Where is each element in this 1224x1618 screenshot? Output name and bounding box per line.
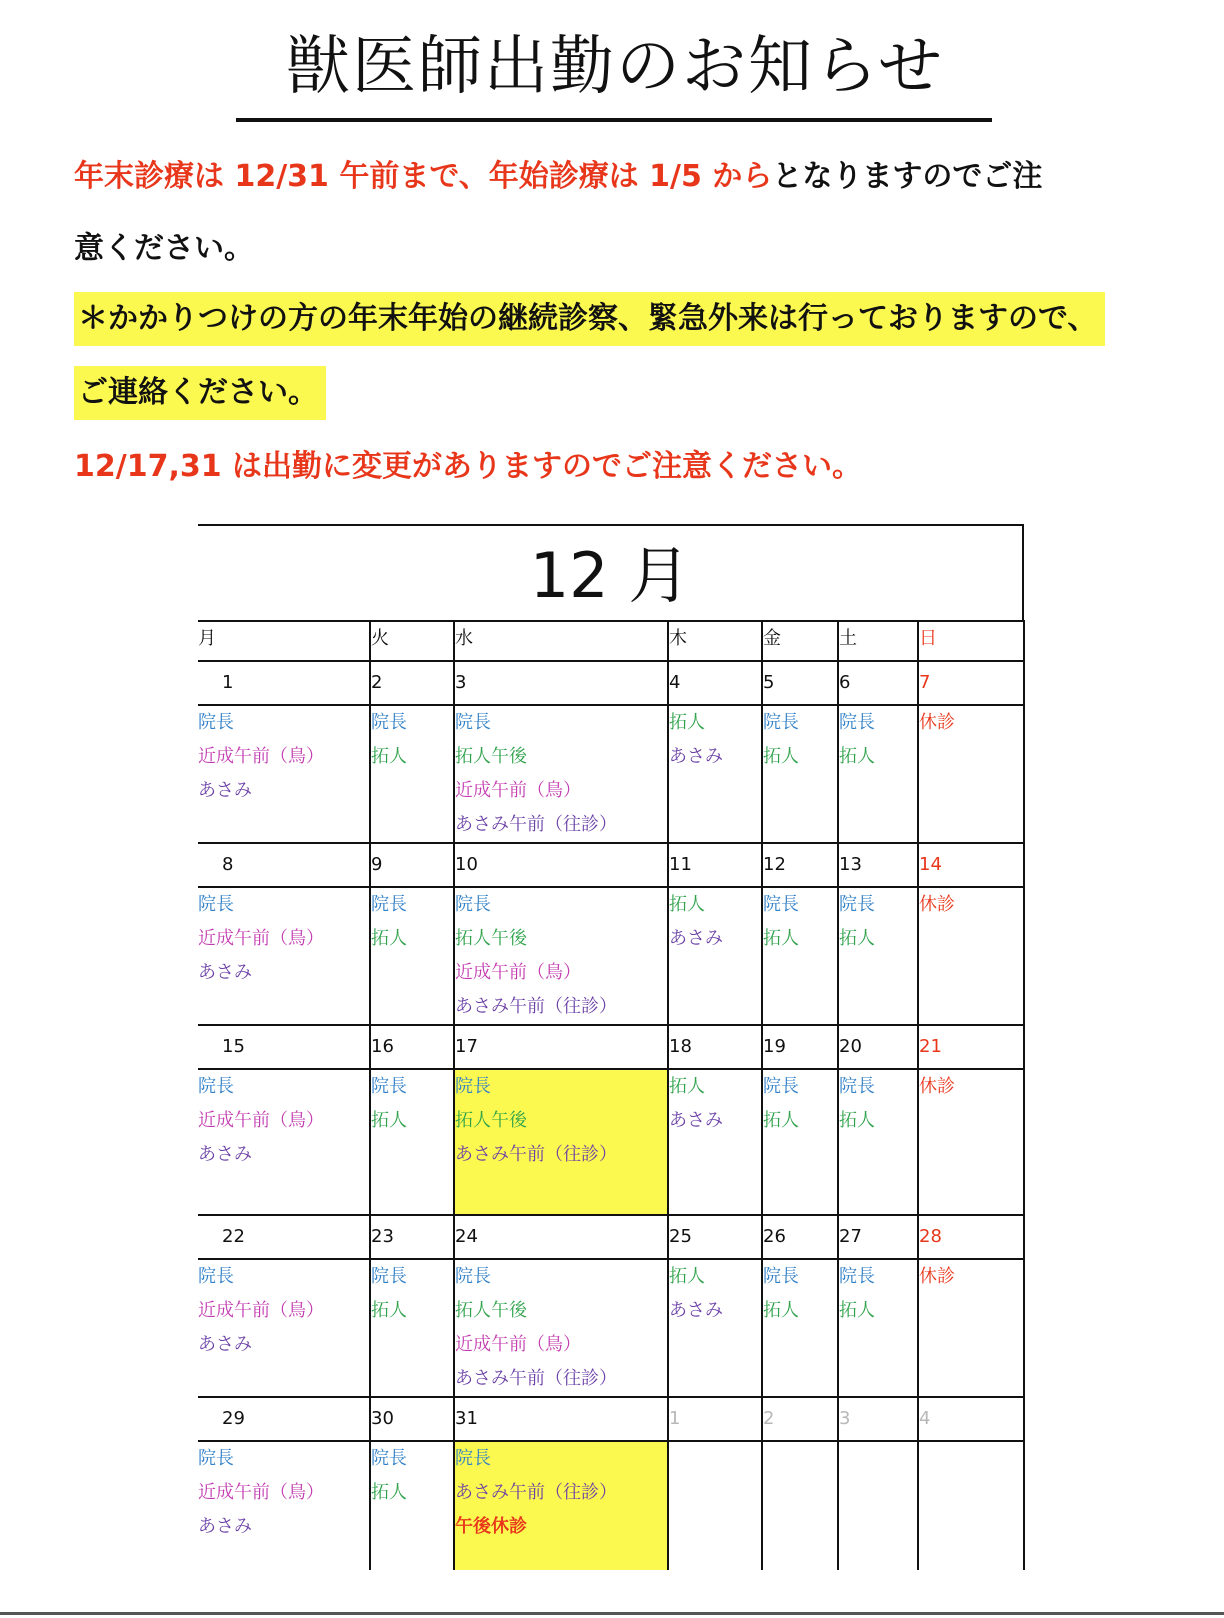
staff-entry: 院長 — [763, 894, 799, 915]
staff-entry: 拓人 — [763, 1110, 799, 1131]
staff-entry: 院長 — [763, 1266, 799, 1287]
day-staff-cell — [668, 1441, 762, 1570]
staff-entry: あさみ — [669, 1110, 723, 1131]
staff-entry: 拓人 — [839, 1110, 875, 1131]
staff-entry: 拓人 — [669, 1076, 705, 1097]
staff-entry: 拓人 — [371, 1300, 407, 1321]
staff-entry: 近成午前（鳥） — [198, 1482, 324, 1503]
staff-entry: 拓人 — [839, 746, 875, 767]
staff-entry: 院長 — [839, 1076, 875, 1097]
staff-entry: あさみ — [198, 1144, 252, 1165]
weekday-sun: 日 — [918, 621, 1024, 661]
staff-entry: 拓人 — [669, 894, 705, 915]
staff-entry: 院長 — [198, 894, 234, 915]
day-staff-cell — [838, 705, 918, 843]
date-number: 10 — [454, 843, 668, 887]
staff-entry: 近成午前（鳥） — [198, 746, 324, 767]
date-number: 30 — [370, 1397, 454, 1441]
day-staff-cell — [918, 1069, 1024, 1215]
date-number: 13 — [838, 843, 918, 887]
date-number: 22 — [198, 1215, 370, 1259]
day-staff-cell — [198, 1259, 370, 1397]
contact-notice-text: ご連絡ください。 — [74, 366, 326, 420]
day-staff-cell — [668, 887, 762, 1025]
page-title: 獣医師出勤のお知らせ — [285, 30, 945, 104]
day-staff-cell — [762, 705, 838, 843]
week-date-row — [198, 661, 1024, 705]
date-number: 19 — [762, 1025, 838, 1069]
staff-entry: 近成午前（鳥） — [455, 780, 581, 801]
date-number: 3 — [454, 661, 668, 705]
highlight-line-2 — [74, 366, 326, 420]
staff-entry: 近成午前（鳥） — [198, 1300, 324, 1321]
staff-entry: あさみ — [198, 780, 252, 801]
date-number: 5 — [762, 661, 838, 705]
week-staff-row — [198, 705, 1024, 843]
date-number: 3 — [838, 1397, 918, 1441]
staff-entry: 拓人 — [763, 928, 799, 949]
staff-entry: 近成午前（鳥） — [198, 928, 324, 949]
staff-entry: 院長 — [839, 1266, 875, 1287]
day-staff-cell — [370, 887, 454, 1025]
notice-line-1 — [74, 154, 1042, 200]
day-staff-cell — [918, 887, 1024, 1025]
day-staff-cell — [918, 1259, 1024, 1397]
date-number: 9 — [370, 843, 454, 887]
date-number: 6 — [838, 661, 918, 705]
weekday-tue: 火 — [370, 621, 454, 661]
staff-entry: 院長 — [371, 1448, 407, 1469]
date-number: 27 — [838, 1215, 918, 1259]
date-number: 26 — [762, 1215, 838, 1259]
staff-entry: あさみ午前（往診） — [455, 1368, 617, 1389]
staff-entry: 拓人午後 — [455, 928, 527, 949]
notice-period-text: 年末診療は 12/31 午前まで、年始診療は 1/5 から — [74, 159, 773, 194]
staff-entry: 院長 — [455, 1448, 491, 1469]
day-staff-cell — [198, 1069, 370, 1215]
day-staff-cell — [668, 1259, 762, 1397]
notice-line-1-tail: となりますのでご注 — [772, 159, 1043, 194]
day-staff-cell — [838, 1069, 918, 1215]
date-number: 28 — [918, 1215, 1024, 1259]
weekday-thu: 木 — [668, 621, 762, 661]
day-staff-cell — [370, 705, 454, 843]
day-staff-cell — [762, 887, 838, 1025]
staff-entry: 拓人午後 — [455, 1110, 527, 1131]
staff-entry: 拓人 — [371, 928, 407, 949]
staff-entry: あさみ — [669, 746, 723, 767]
staff-entry: あさみ午前（往診） — [455, 814, 617, 835]
staff-entry: 院長 — [839, 894, 875, 915]
day-staff-cell — [918, 1441, 1024, 1570]
week-date-row — [198, 1215, 1024, 1259]
day-staff-cell — [454, 1069, 668, 1215]
day-staff-cell — [370, 1069, 454, 1215]
staff-entry: あさみ午前（往診） — [455, 1144, 617, 1165]
date-number: 11 — [668, 843, 762, 887]
date-number: 21 — [918, 1025, 1024, 1069]
staff-entry: 拓人午後 — [455, 1300, 527, 1321]
staff-entry: 休診 — [919, 894, 955, 915]
day-staff-cell — [838, 1259, 918, 1397]
date-number: 8 — [198, 843, 370, 887]
staff-entry: 近成午前（鳥） — [455, 962, 581, 983]
staff-entry: 院長 — [371, 712, 407, 733]
day-staff-cell — [762, 1069, 838, 1215]
staff-entry: 院長 — [198, 1076, 234, 1097]
date-number: 2 — [762, 1397, 838, 1441]
staff-entry: 院長 — [763, 712, 799, 733]
staff-entry: 院長 — [198, 1448, 234, 1469]
staff-entry: 院長 — [198, 712, 234, 733]
week-date-row — [198, 1025, 1024, 1069]
staff-entry: 院長 — [455, 712, 491, 733]
staff-entry: 院長 — [198, 1266, 234, 1287]
day-staff-cell — [838, 887, 918, 1025]
staff-entry: あさみ — [669, 1300, 723, 1321]
date-number: 29 — [198, 1397, 370, 1441]
weekday-wed: 水 — [454, 621, 668, 661]
staff-entry: 近成午前（鳥） — [198, 1110, 324, 1131]
staff-entry: 休診 — [919, 1076, 955, 1097]
staff-entry: 院長 — [371, 894, 407, 915]
date-number: 4 — [668, 661, 762, 705]
day-staff-cell — [198, 1441, 370, 1570]
staff-entry: 拓人 — [669, 1266, 705, 1287]
weekday-sat: 土 — [838, 621, 918, 661]
day-staff-cell — [198, 887, 370, 1025]
date-number: 18 — [668, 1025, 762, 1069]
schedule-change-notice: 12/17,31 は出勤に変更がありますのでご注意ください。 — [74, 449, 863, 484]
staff-entry: 拓人 — [839, 1300, 875, 1321]
staff-entry: あさみ午前（往診） — [455, 996, 617, 1017]
date-number: 25 — [668, 1215, 762, 1259]
date-number: 7 — [918, 661, 1024, 705]
staff-entry: 休診 — [919, 712, 955, 733]
week-staff-row — [198, 887, 1024, 1025]
staff-entry: あさみ — [669, 928, 723, 949]
notice-line-2: 意ください。 — [74, 231, 254, 266]
staff-entry: あさみ — [198, 1516, 252, 1537]
staff-entry: 院長 — [763, 1076, 799, 1097]
staff-entry: 拓人午後 — [455, 746, 527, 767]
calendar-header — [198, 524, 1024, 620]
week-staff-row — [198, 1069, 1024, 1215]
day-staff-cell — [454, 887, 668, 1025]
staff-entry: 院長 — [371, 1076, 407, 1097]
date-number: 1 — [198, 661, 370, 705]
staff-entry: 院長 — [839, 712, 875, 733]
day-staff-cell — [668, 1069, 762, 1215]
day-staff-cell — [668, 705, 762, 843]
date-number: 23 — [370, 1215, 454, 1259]
date-number: 1 — [668, 1397, 762, 1441]
week-date-row — [198, 843, 1024, 887]
day-staff-cell — [918, 705, 1024, 843]
day-staff-cell — [762, 1441, 838, 1570]
date-number: 2 — [370, 661, 454, 705]
title-underline — [236, 118, 992, 122]
date-number: 31 — [454, 1397, 668, 1441]
day-staff-cell — [198, 705, 370, 843]
weekday-fri: 金 — [762, 621, 838, 661]
staff-entry: 院長 — [455, 1076, 491, 1097]
staff-entry: あさみ午前（往診） — [455, 1482, 617, 1503]
highlight-line-1 — [74, 292, 1105, 346]
calendar — [198, 524, 1024, 1570]
date-number: 12 — [762, 843, 838, 887]
day-staff-cell — [838, 1441, 918, 1570]
staff-entry: 院長 — [455, 894, 491, 915]
staff-entry: あさみ — [198, 1334, 252, 1355]
day-staff-cell — [370, 1259, 454, 1397]
day-staff-cell — [762, 1259, 838, 1397]
staff-entry: 近成午前（鳥） — [455, 1334, 581, 1355]
day-staff-cell — [454, 1441, 668, 1570]
staff-entry: 休診 — [919, 1266, 955, 1287]
day-staff-cell — [454, 705, 668, 843]
date-number: 24 — [454, 1215, 668, 1259]
date-number: 15 — [198, 1025, 370, 1069]
staff-entry: 拓人 — [669, 712, 705, 733]
page-bottom-rule — [0, 1612, 1224, 1615]
staff-entry: 午後休診 — [455, 1516, 527, 1537]
week-staff-row — [198, 1441, 1024, 1570]
staff-entry: 拓人 — [371, 746, 407, 767]
staff-entry: 拓人 — [839, 928, 875, 949]
staff-entry: 拓人 — [763, 746, 799, 767]
date-number: 16 — [370, 1025, 454, 1069]
weekday-mon: 月 — [198, 621, 370, 661]
day-staff-cell — [370, 1441, 454, 1570]
date-number: 20 — [838, 1025, 918, 1069]
month-title: 12 月 — [529, 539, 691, 612]
date-number: 14 — [918, 843, 1024, 887]
staff-entry: 院長 — [455, 1266, 491, 1287]
staff-entry: あさみ — [198, 962, 252, 983]
staff-entry: 院長 — [371, 1266, 407, 1287]
staff-entry: 拓人 — [763, 1300, 799, 1321]
calendar-grid — [198, 620, 1025, 1570]
week-staff-row — [198, 1259, 1024, 1397]
staff-entry: 拓人 — [371, 1482, 407, 1503]
day-staff-cell — [454, 1259, 668, 1397]
date-number: 17 — [454, 1025, 668, 1069]
week-date-row — [198, 1397, 1024, 1441]
date-number: 4 — [918, 1397, 1024, 1441]
weekday-header-row — [198, 621, 1024, 661]
emergency-notice-text: ＊かかりつけの方の年末年始の継続診察、緊急外来は行っておりますので、 — [74, 292, 1105, 346]
staff-entry: 拓人 — [371, 1110, 407, 1131]
